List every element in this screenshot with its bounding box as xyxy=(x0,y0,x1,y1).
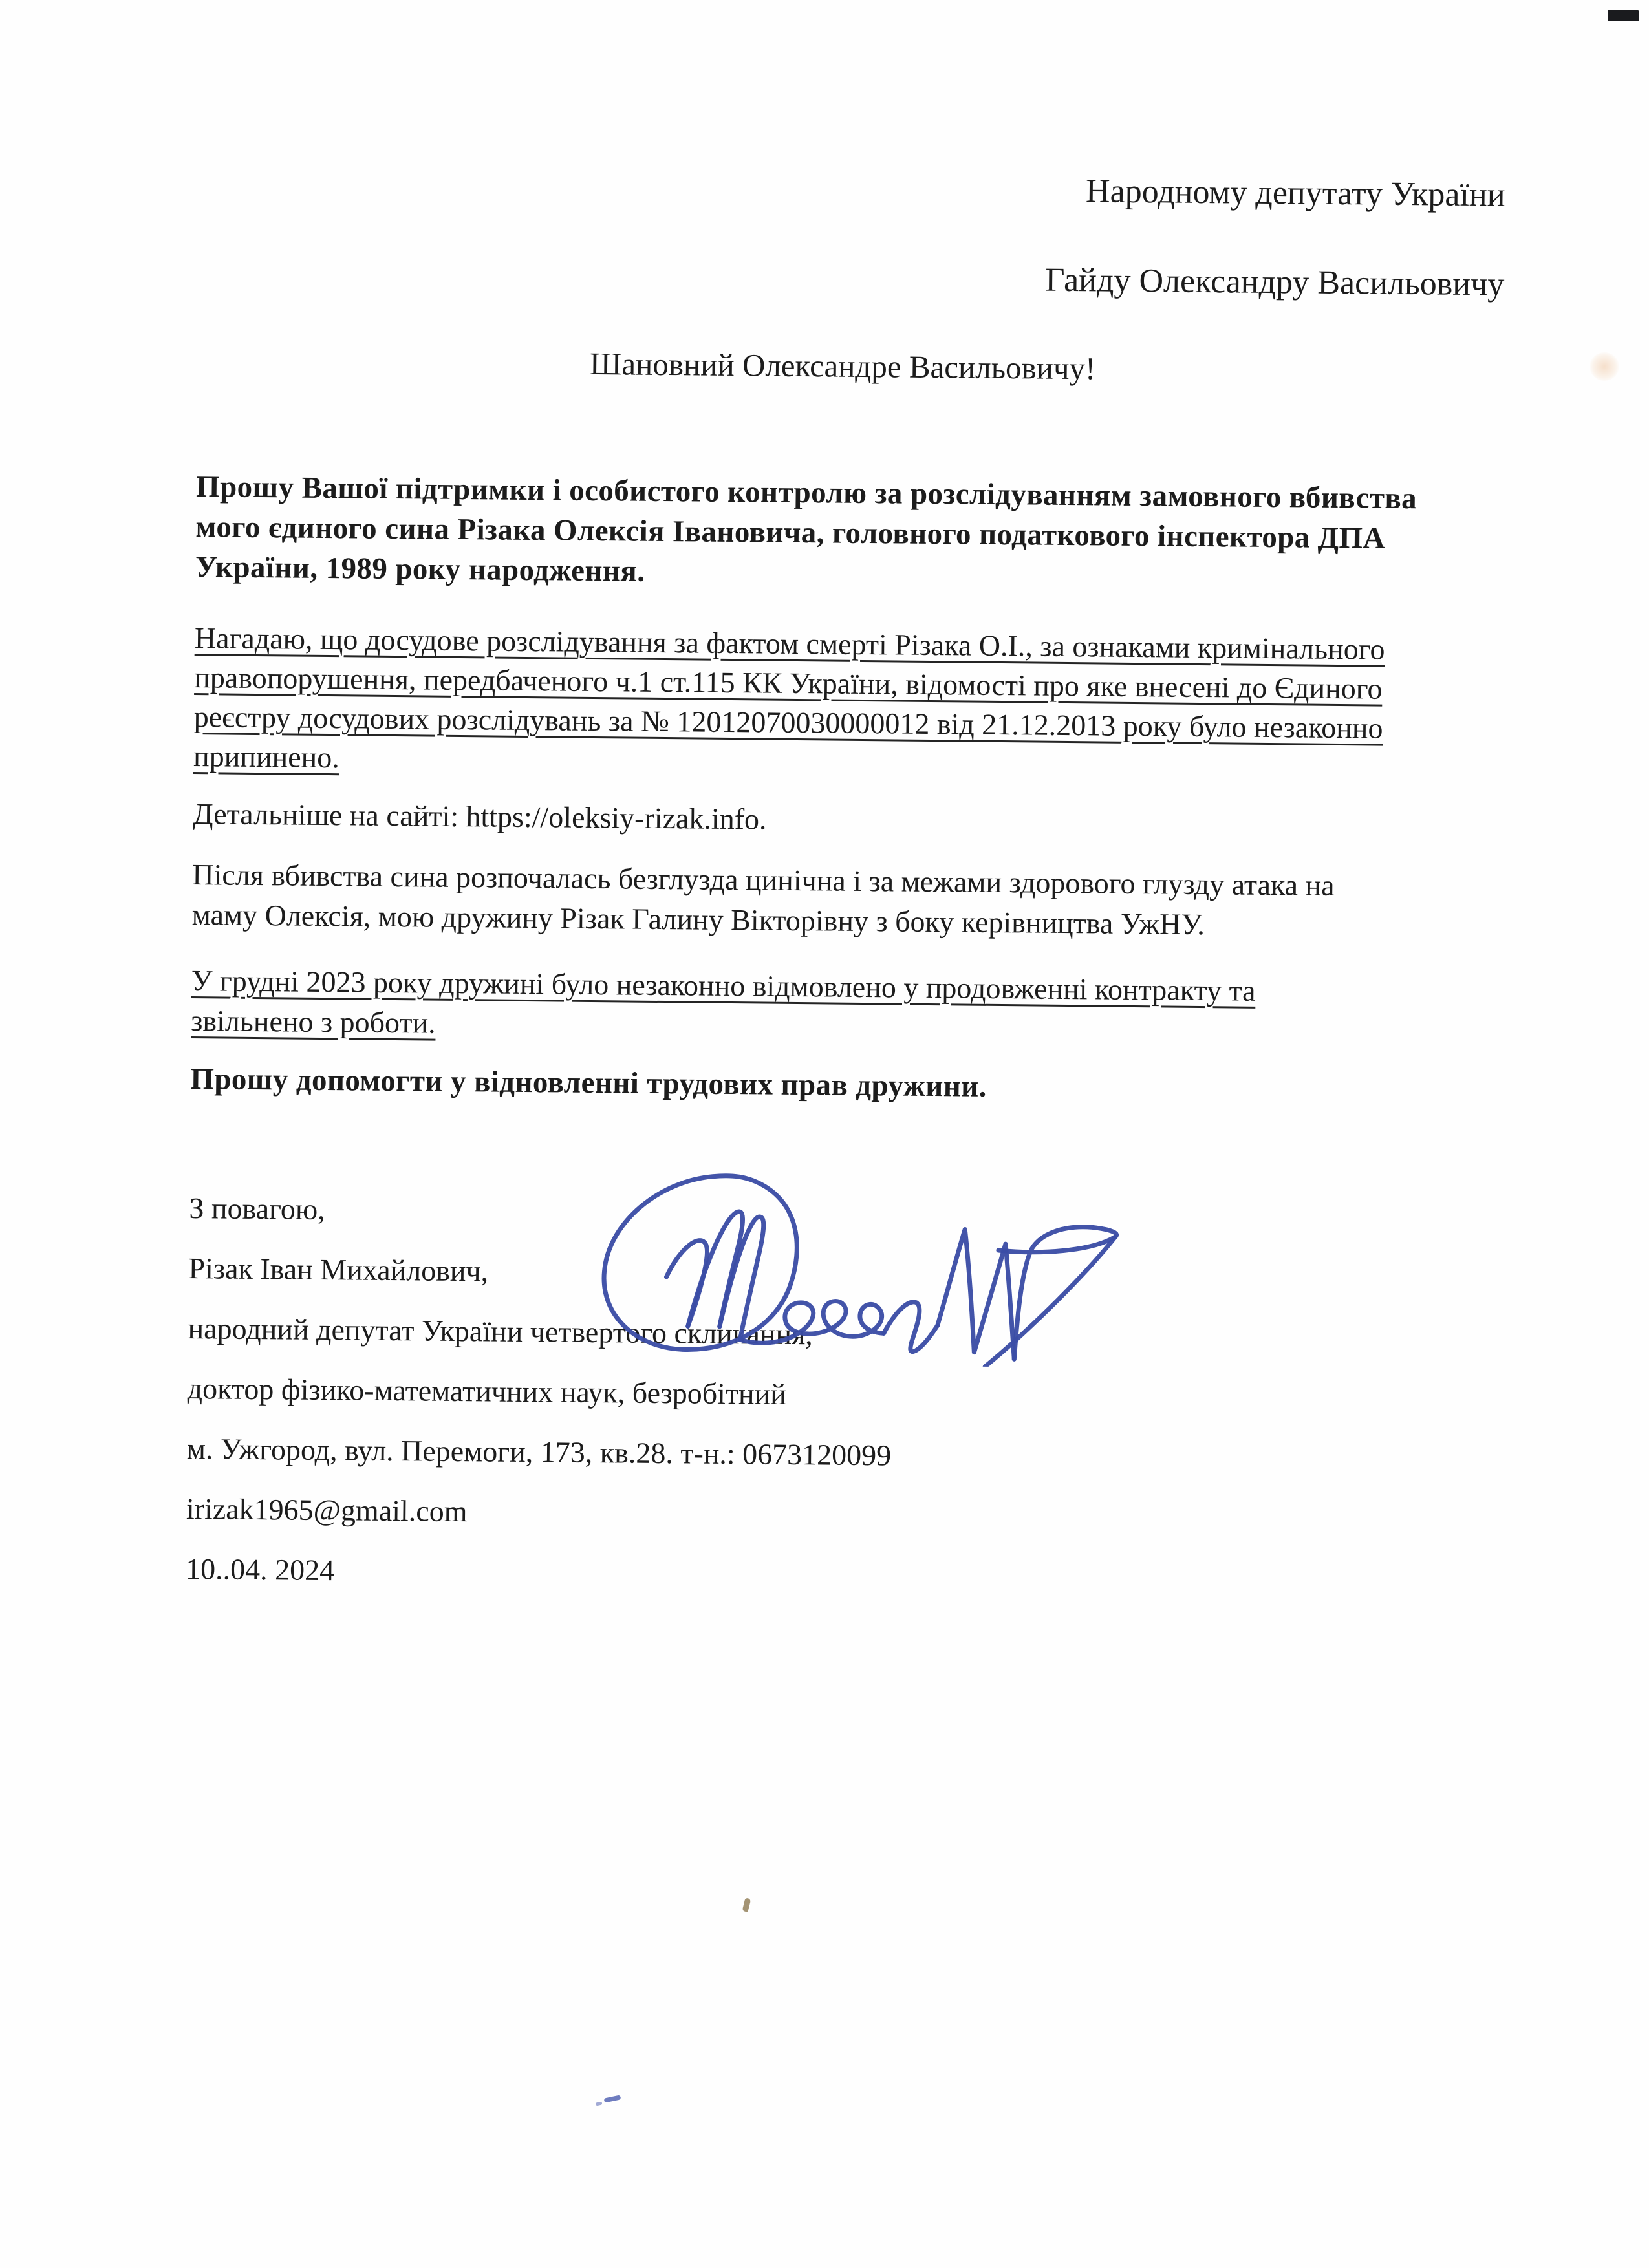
closing-email: irizak1965@gmail.com xyxy=(186,1492,468,1528)
closing-date: 10..04. 2024 xyxy=(185,1552,335,1587)
paragraph-line: Нагадаю, що досудове розслідування за фактом смерті Різака О.І., за ознаками кримінального xyxy=(194,621,1385,666)
paragraph-attack-on-wife xyxy=(192,855,1493,947)
paragraph-line: мого єдиного сина Різака Олексія Івановича, головного податкового інспектора ДПА xyxy=(195,510,1386,555)
paragraph-line: правопорушення, передбаченого ч.1 ст.115 КК України, відомості про яке внесені до Єдиного xyxy=(194,661,1383,705)
ink-signature-icon xyxy=(574,1150,1125,1368)
paragraph-line: маму Олексія, мою дружину Різак Галину Вікторівну з боку керівництва УжНУ. xyxy=(191,898,1205,941)
paragraph-investigation-closed xyxy=(193,618,1494,788)
closing-title-doctor: доктор фізико-математичних наук, безробітний xyxy=(187,1371,787,1411)
salutation: Шановний Олександре Васильовичу! xyxy=(589,345,1096,387)
paragraph-contract-terminated xyxy=(191,961,1491,1053)
recipient-line-1: Народному депутату України xyxy=(1085,173,1505,214)
closing-name: Різак Іван Михайлович, xyxy=(188,1251,489,1288)
paragraph-line: реєстру досудових розслідувань за № 12012070030000012 від 21.12.2013 року було незаконно xyxy=(193,700,1383,745)
paragraph-line: звільнено з роботи. xyxy=(191,1004,436,1040)
paragraph-line: У грудні 2023 року дружині було незаконно відмовлено у продовженні контракту та xyxy=(191,964,1256,1007)
paragraph-help-request xyxy=(190,1062,1490,1109)
website-line: Детальніше на сайті: https://oleksiy-rizak.info. xyxy=(193,797,767,836)
closing-title-deputy: народний депутат України четвертого скликання, xyxy=(188,1311,814,1351)
paragraph-website xyxy=(193,794,1493,846)
paragraph-line: Прошу Вашої підтримки і особистого контролю за розслідуванням замовного вбивства xyxy=(195,470,1417,516)
recipient-line-2: Гайду Олександру Васильовичу xyxy=(1045,261,1505,303)
paragraph-line: припинено. xyxy=(193,740,340,775)
recipient-block xyxy=(1045,147,1506,330)
paragraph-line: України, 1989 року народження. xyxy=(195,550,645,588)
paragraph-line: Прошу допомогти у відновленні трудових прав дружини. xyxy=(190,1062,987,1104)
scan-smudge-spot xyxy=(1590,352,1619,381)
paragraph-line: Після вбивства сина розпочалась безглузда цинічна і за межами здорового глузду атака на xyxy=(192,858,1335,902)
closing-regards: З повагою, xyxy=(189,1192,325,1226)
closing-address-phone: м. Ужгород, вул. Перемоги, 173, кв.28. т-н.: 0673120099 xyxy=(186,1431,892,1472)
scanner-edge-artifact xyxy=(1608,10,1639,21)
paragraph-request-support xyxy=(195,467,1496,599)
